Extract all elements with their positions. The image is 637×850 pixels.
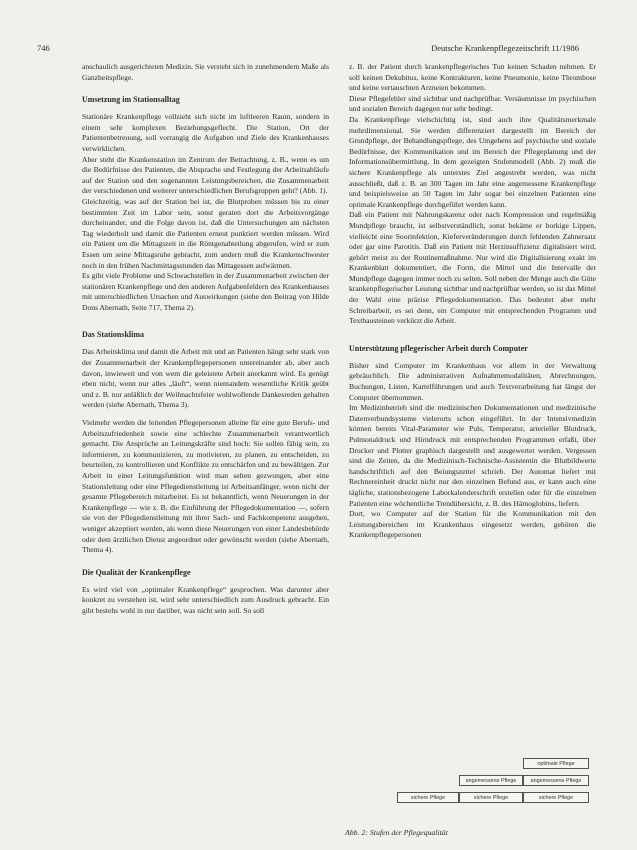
figure-step: sichere Pflege [523,792,589,803]
left-column [82,62,329,617]
section-heading: Das Stationsklima [82,330,145,340]
quality-staircase-figure [397,758,590,818]
paragraph: Das Arbeitsklima und damit die Arbeit mit und an Patienten hängt sehr stark von der Zusammenarbeit der Krankenpflegepersonen untereinander ab, aber auch davon, inwieweit und von wem die geleistete Arbeit anerkannt wird. Es genügt eben nicht, wenn nur alles „läuft“, wenn niemandem wesentliche Kritik geübt und z. B. nur anläßlich der Weihnachtsfeier wohlwollende Dankesreden gehalten werden (siehe Abernath, Thema 3). [82,347,329,410]
page-number: 746 [37,43,50,53]
figure-step: sichere Pflege [397,792,459,803]
section-heading: Unterstützung pflegerischer Arbeit durch Computer [349,343,528,353]
paragraph: Aber steht die Krankenstation im Zentrum der Betrachtung, z. B., wenn es um die Bedürfnisse des Patienten, die Absprache und Festlegung der Arbeitsabläufe auf der Station und den sogenannten Leistungsbereichen, die Zusammenarbeit der verschiedenen und weiterer unterschiedlichen Berufsgruppen geht? (Abb. 1). [82,154,329,196]
figure-step: angemessene Pflege [523,775,589,786]
paragraph: z. B. der Patient durch krankenpflegerisches Tun keinen Schaden nehmen. Er soll keinen Dekubitus, keine Kontrakturen, keine Pneumonie, keine Thrombose und keine vertauschten Arzneien bekommen. [349,62,596,93]
intro-paragraph: anschaulich ausgerichteten Medizin. Sie versteht sich in zunehmendem Maße als Ganzheitspflege. [82,62,329,82]
paragraph: Diese Pflegefehler sind sichtbar und nachprüfbar. Versäumnisse im psychischen und sozialen Bereich dagegen nur sehr bedingt. [349,93,596,114]
paragraph: Im Medizinbetrieb sind die medizinischen Dokumentationen und medizinische Datenverbundsysteme vielerorts schon eingeführt. In der Intensivmedizin können bereits Vital-Parameter wie Puls, Temperatur, arterieller Blutdruck, Pulmonaldruck und Hirndruck mit entsprechenden Programmen erfaßt, über Drucker und Plotter graphisch dargestellt und ausgewertet werden. Vergessen sind die Zeiten, da die Medizinisch-Technische-Assistentin die Blutbildwerte handschriftlich auf den Beiungszettel schrieb. Der Automat liefert mit Rechnereinheit druckt nicht nur den einzelnen Befund aus, er kann auch eine tägliche, stationsbezogene Laborkalenderschrift erstellen oder für die einzelnen Patienten eine wöchentliche Trendübersicht, z. B. des Hämoglobins, liefern. [349,403,596,508]
paragraph: Dort, wo Computer auf der Station für die Kommunikation mit den Leistungsbereichen im Krankenhaus eingesetzt werden, gehören die Krankenpflegepersonen [349,509,596,540]
paragraph: Gleichzeitig, was auf der Station bei ist, die Blutproben müssen bis zu einer bestimmten Zeit im Labor sein, sonst geraten dort die Arbeitsvorgänge durcheinander, und die Folge davon ist, daß die Untersuchungen am nächsten Tag wiederholt und damit die Patienten erneut punktiert werden müssen. Wird ein Patient um die Mittagszeit in die Röntgenabteilung abgerufen, wird er zum Essen um seine Mittagsruhe gebracht, zum andern muß die Krankenschwester noch in den frühen Nachmittagsstunden das Mittagessen aufwärmen. [82,196,329,270]
paragraph: Es gibt viele Probleme und Schwachstellen in der Zusammenarbeit zwischen der stationären Krankenpflege und den anderen Aufgabenfeldern des Krankenhauses mit unterschiedlichen Ursachen und Auswirkungen (siehe den Beitrag von Hilde Dons Abernath, Seite 717, Thema 2). [82,271,329,312]
paragraph: Bisher sind Computer im Krankenhaus vor allem in der Verwaltung gebräuchlich. Die administrativen Aufnahmemodalitäten, Abrechnungen, Buchungen, Listen, Kartelführungen und auch Textverarbeitung hat längst der Computer übernommen. [349,360,596,402]
figure-step: optimale Pflege [523,758,589,769]
figure-caption: Abb. 2: Stufen der Pflegequalität [345,828,448,837]
paragraph: Es wird viel von „optimaler Krankenpflege“ gesprochen. Was darunter aber konkret zu verstehen ist, wird sehr unterschiedlich zum Ausdruck gebracht. Ein gibt bestehs wohl in nur darüber, was nicht sein soll. So soll [82,584,329,615]
paragraph: Daß ein Patient mit Nahrungskarenz oder nach Kompression und regelmäßig Mundpflege braucht, ist selbstverständlich, sonst bekäme er borkige Lippen, vielleicht eine Soorinfektion, Kieferveränderungen durch fehlenden Zahnersatz oder gar eine Parotitis. Daß ein Patient mit Herzinsuffizienz digitalisiert wird, gehört meist zu der Routinemaßnahme. Nur wird die Digitalisierung exakt im Krankenblatt dokumentiert, die Form, die Mittel und die Intervalle der Mundpflege dagegen immer noch zu selten. Soll neben der Menge auch die Güte krankenpflegerischer Leistung sichtbar und nachprüfbar werden, so ist das Mittel der Wahl eine präzise Pflegedokumentation. Das bedeutet aber mehr Schreibarbeit, es sei denn, ein Computer mit entsprechenden Programm und Textbausteinen verkürzt die Arbeit. [349,210,596,326]
section-heading: Die Qualität der Krankenpflege [82,567,191,577]
figure-step: sichere Pflege [459,792,523,803]
paragraph: Stationäre Krankenpflege vollzieht sich nicht im luftleeren Raum, sondern in einem sehr komplexen Beziehungsgeflecht. Die Station, Ort der Patientenbetreuung, soll vorrangig die Aufgaben und Ziele des Krankenhauses verwirklichen. [82,112,329,153]
paragraph: Da Krankenpflege vielschichtig ist, sind auch ihre Qualitätsmerkmale mehrdimensional. Sie werden differenziert dargestellt im Bereich der Grundpflege, der Behandlungspflege, des Umgehens auf psychische und soziale Bedürfnisse, der Kommunikation und im Bereich der Pflegeplanung und der Informationsübermittlung. In dem gezeigten Stufenmodell (Abb. 2) muß die sichere Krankenpflege als unterstes Ziel angestrebt werden, was nicht ausschließt, daß z. B. an 300 Tagen im Jahr eine angemessene Krankenpflege und beispielsweise an 50 Tagen im Jahr sogar bei einzelnen Patienten eine optimale Krankenpflege durchgeführt werden kann. [349,114,596,209]
paragraph: Vielmehr werden die leitenden Pflegepersonen alleine für eine gute Berufs- und Arbeitszufriedenheit sowie eine schlechte Zusammenarbeit verantwortlich gemacht. Die Ansprüche an Leitungskräfte sind hoch: Sie sollen fähig sein, zu informieren, zu kommunizieren, zu motivieren, zu planen, zu entscheiden, zu beurteilen, zu kontrollieren und Konflikte zu entschärfen und zu bewältigen. Zur Arbeit in einer Leitungsfunktion wird man selten gezwungen, aber eine Stationsleitung oder eine Pflegedienstleitung ist Arbeitsanfänger, wenn nicht der gesamte Pflegebereich mitarbeitet. Es ist bekanntlich, wenn Neuerungen in der Krankenpflege — wie z. B. die Einführung der Pflegedokumentation —, sofern sie von der Pflegedienstleitung mit ihrer Sach- und Fachkompetenz ausgehen, weniger akzeptiert werden, als wenn diese Neuerungen von einer Landesbehörde oder dem ärztlichen Dienst angeordnet oder gewünscht werden (siehe Abernath, Thema 4). [82,418,329,555]
section-heading: Umsetzung im Stationsalltag [82,95,180,105]
right-column [349,62,596,541]
figure-step: angemessene Pflege [459,775,523,786]
journal-title: Deutsche Krankenpflegezeitschrift 11/1986 [431,43,579,53]
